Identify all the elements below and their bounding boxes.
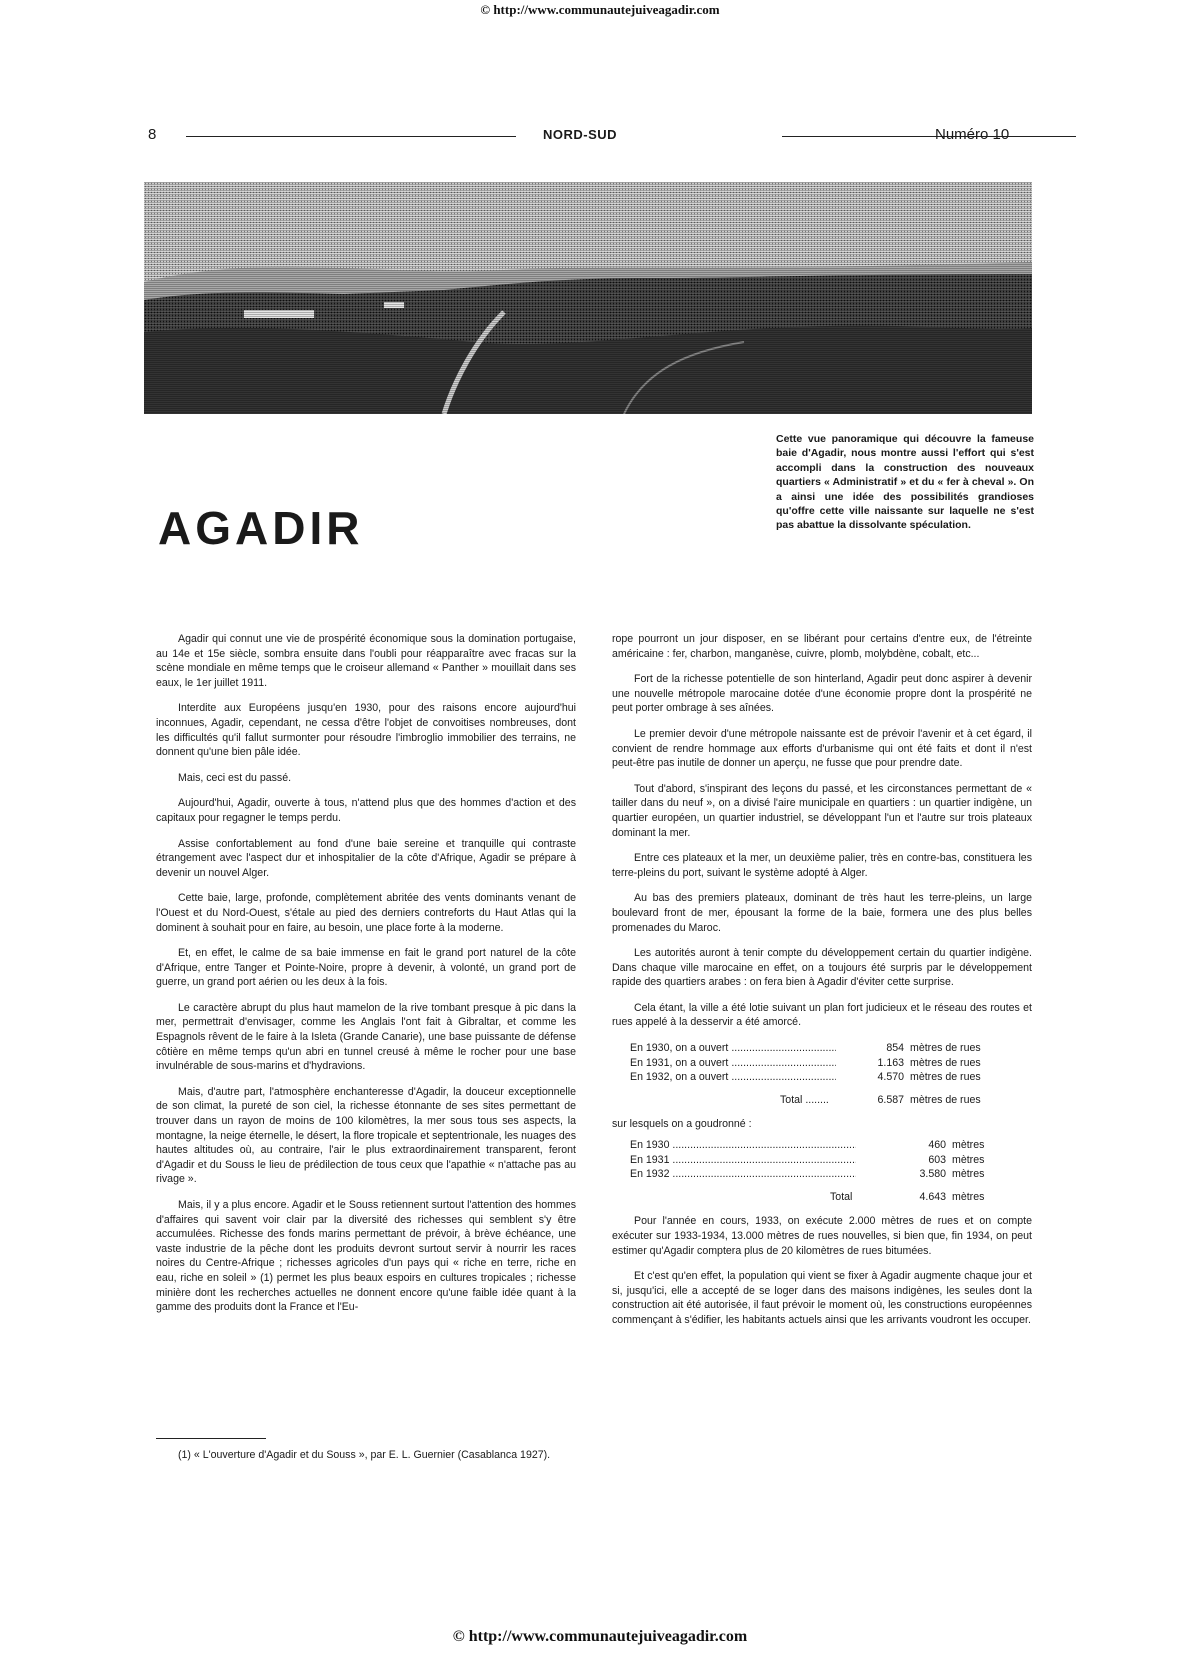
watermark-top: © http://www.communautejuiveagadir.com [480, 2, 720, 17]
row-label: En 1931, on a ouvert ..... [630, 1056, 836, 1071]
row-label: En 1932 ..... [630, 1167, 856, 1182]
paragraph: Mais, il y a plus encore. Agadir et le Souss retiennent surtout l'attention des hommes d'affaires qui savent voir clair par la diversité des richesses qui semblent s'y être accumulées. Richesse des fonds marins permettant de prévoir, à brève échéance, une vaste industrie de la pêche dont les produits devront surtout servir à nourrir les races noires du Centre-Afrique ; richesses agricoles d'un pays qui « riche en terre, riche en eau, riche en soleil » (1) permet les plus beaux espoirs en cultures tropicales ; richesse minière dont les recherches actuelles ne donnent encore qu'une faible idée quant à la gamme des produits dont la France et l'Eu- [156, 1199, 576, 1314]
paragraph: Mais, d'autre part, l'atmosphère enchanteresse d'Agadir, la douceur exceptionnelle de son climat, la pureté de son ciel, la richesse étonnante de ses sites permettant de trouver dans un rayon de moins de 100 kilomètres, la mer sous tous ses aspects, la montagne, la neige éternelle, le désert, la flore tropicale et septentrionale, les nuages des hautes altitudes où, au contraire, l'air le plus extraordinairement transparent, feront d'Agadir et du Souss le lieu de prédilection de tous ceux que l'apathie « n'attache pas au rivage ». [156, 1085, 576, 1186]
row-value: 603 [928, 1153, 946, 1166]
tarred-streets-table [612, 1138, 1032, 1204]
row-unit: mètres [952, 1153, 985, 1166]
page-number: 8 [148, 126, 157, 143]
row-unit: mètres de rues [910, 1056, 981, 1069]
total-value: 6.587 [877, 1093, 904, 1106]
table-row [630, 1167, 1032, 1182]
row-label: En 1931 ..... [630, 1153, 856, 1168]
paragraph: Assise confortablement au fond d'une baie sereine et tranquille qui contraste étrangement avec l'aspect dur et inhospitalier de la côte d'Afrique, Agadir se prépare à devenir un nouvel Alger. [156, 837, 576, 879]
row-label: En 1932, on a ouvert ..... [630, 1070, 836, 1085]
paragraph: Tout d'abord, s'inspirant des leçons du passé, et les circonstances permettant de « tailler dans du neuf », on a divisé l'aire municipale en quartiers : un quartier indigène, un quartier européen, un quartier industriel, se développant l'un et l'autre sur trois plateaux dominant la mer. [612, 782, 1032, 839]
row-value: 460 [928, 1139, 946, 1152]
issue-number: Numéro 10 [935, 126, 1010, 143]
row-value: 3.580 [919, 1168, 946, 1181]
paragraph: Les autorités auront à tenir compte du développement certain du quartier indigène. Dans chaque ville marocaine en effet, on a toujours été surpris par le développement rapide des quartiers arabes : on fera bien à Agadir d'éviter cette surprise. [612, 947, 1032, 989]
total-row [630, 1190, 1032, 1205]
header-rule-right [782, 136, 1076, 137]
total-row [630, 1093, 1032, 1108]
publication-title: NORD-SUD [543, 127, 618, 142]
row-unit: mètres [952, 1139, 985, 1152]
footnote-rule [156, 1438, 266, 1439]
footnote [156, 1438, 576, 1463]
paragraph: Pour l'année en cours, 1933, on exécute 2.000 mètres de rues et on compte exécuter sur 1933-1934, 13.000 mètres de rues nouvelles, si bien que, fin 1934, on peut estimer qu'Agadir comptera plus de 20 kilomètres de rues bitumées. [612, 1215, 1032, 1257]
paragraph: Aujourd'hui, Agadir, ouverte à tous, n'attend plus que des hommes d'action et des capitaux pour regagner le temps perdu. [156, 797, 576, 824]
row-value: 854 [886, 1042, 904, 1055]
table-row [630, 1070, 1032, 1085]
total-label: Total ..... [630, 1190, 856, 1205]
paragraph: Cette baie, large, profonde, complètement abritée des vents dominants venant de l'Ouest et du Nord-Ouest, s'étale au pied des derniers contreforts du Haut Atlas qui la dominent à souhait pour en faire, au besoin, une place forte à la moderne. [156, 892, 576, 934]
article-right-column [612, 632, 1032, 1339]
paragraph: Fort de la richesse potentielle de son hinterland, Agadir peut donc aspirer à devenir une nouvelle métropole marocaine dotée d'une économie propre dont la prospérité ne peut porter ombrage à ses aînées. [612, 673, 1032, 715]
paragraph: rope pourront un jour disposer, en se libérant pour certains d'entre eux, de l'étreinte américaine : fer, charbon, manganèse, cuivre, plomb, molybdène, cobalt, etc... [612, 633, 1032, 660]
row-label: En 1930, on a ouvert ..... [630, 1041, 836, 1056]
total-unit: mètres [952, 1190, 985, 1203]
paragraph: Et, en effet, le calme de sa baie immense en fait le grand port naturel de la côte d'Afrique, entre Tanger et Pointe-Noire, propre à devenir, à volonté, un grand port de guerre, un grand port aérien ou les deux à la fois. [156, 947, 576, 989]
article-headline: AGADIR [158, 502, 364, 554]
row-unit: mètres de rues [910, 1071, 981, 1084]
total-unit: mètres de rues [910, 1093, 981, 1106]
row-unit: mètres de rues [910, 1042, 981, 1055]
paragraph: Au bas des premiers plateaux, dominant de très haut les terre-pleins, un large boulevard front de mer, épousant la forme de la baie, formera une des plus belles promenades du Maroc. [612, 892, 1032, 934]
photo-caption: Cette vue panoramique qui découvre la fameuse baie d'Agadir, nous montre aussi l'effort qui s'est accompli dans la construction des nouveaux quartiers « Administratif » et du « fer à cheval ». On a ainsi une idée des possibilités grandioses qu'offre cette ville naissante sur laquelle ne s'est pas abattue la dissolvante spéculation. [776, 433, 1034, 532]
paragraph: Le premier devoir d'une métropole naissante est de prévoir l'avenir et à cet égard, il convient de rendre hommage aux efforts d'urbanisme qui ont été faits et dont il n'est peut-être pas inutile de donner un aperçu, ne fusse que pour prendre date. [612, 727, 1032, 770]
paragraph: Et c'est qu'en effet, la population qui vient se fixer à Agadir augmente chaque jour et si, jusqu'ici, elle a accepté de se loger dans des maisons indigènes, les seules dont la construction ait été autorisée, il faut prévoir le moment où, les constructions européennes commençant à s'édifier, les habitants actuels ainsi que les arrivants voudront les occuper. [612, 1270, 1032, 1326]
paragraph: Le caractère abrupt du plus haut mamelon de la rive tombant presque à pic dans la mer, permettrait d'envisager, comme les Anglais l'ont fait à Gibraltar, et comme les Espagnols rêvent de le faire à la Isleta (Grande Canarie), une base puissante de défense côtière en même temps qu'un abri en tunnel creusé à même le rocher pour une base invulnérable de sous-marins et d'hydravions. [156, 1001, 576, 1073]
header-rule-left [186, 136, 516, 137]
total-label: Total ..... [630, 1093, 836, 1108]
table-row [630, 1153, 1032, 1168]
panorama-photo [144, 182, 1032, 414]
paragraph: Cela étant, la ville a été lotie suivant un plan fort judicieux et le réseau des routes et rues appelé à la desservir a été amorcé. [612, 1001, 1032, 1029]
table-row [630, 1138, 1032, 1153]
table-row [630, 1041, 1032, 1056]
paragraph: Mais, ceci est du passé. [178, 771, 292, 784]
paragraph: Interdite aux Européens jusqu'en 1930, pour des raisons encore aujourd'hui inconnues, Agadir, cependant, ne cessa d'être l'objet de convoitises nombreuses, dont les difficultés qu'il fallut surmonter pour résoudre l'imbroglio immobilier des terrains, ne donnent qu'une bien pâle idée. [156, 702, 576, 759]
row-value: 4.570 [877, 1071, 904, 1084]
streets-opened-table [612, 1041, 1032, 1107]
watermark-bottom: © http://www.communautejuiveagadir.com [452, 1628, 748, 1645]
page-header [148, 126, 1028, 146]
paragraph: Entre ces plateaux et la mer, un deuxième palier, très en contre-bas, constituera les terre-pleins du port, suivant le système adopté à Alger. [612, 852, 1032, 879]
row-label: En 1930 ..... [630, 1138, 856, 1153]
table-row [630, 1056, 1032, 1071]
tarred-intro: sur lesquels on a goudronné : [612, 1118, 752, 1131]
row-unit: mètres [952, 1168, 985, 1181]
article-left-column [156, 632, 576, 1326]
paragraph: Agadir qui connut une vie de prospérité économique sous la domination portugaise, au 14e et 15e siècle, sombra ensuite dans l'oubli pour réapparaître avec fracas sur la scène mondiale en même temps que le croiseur allemand « Panther » mouillait dans ses eaux, le 1er juillet 1911. [156, 633, 576, 689]
row-value: 1.163 [877, 1056, 904, 1069]
footnote-text: (1) « L'ouverture d'Agadir et du Souss », par E. L. Guernier (Casablanca 1927). [178, 1449, 551, 1461]
total-value: 4.643 [919, 1190, 946, 1203]
